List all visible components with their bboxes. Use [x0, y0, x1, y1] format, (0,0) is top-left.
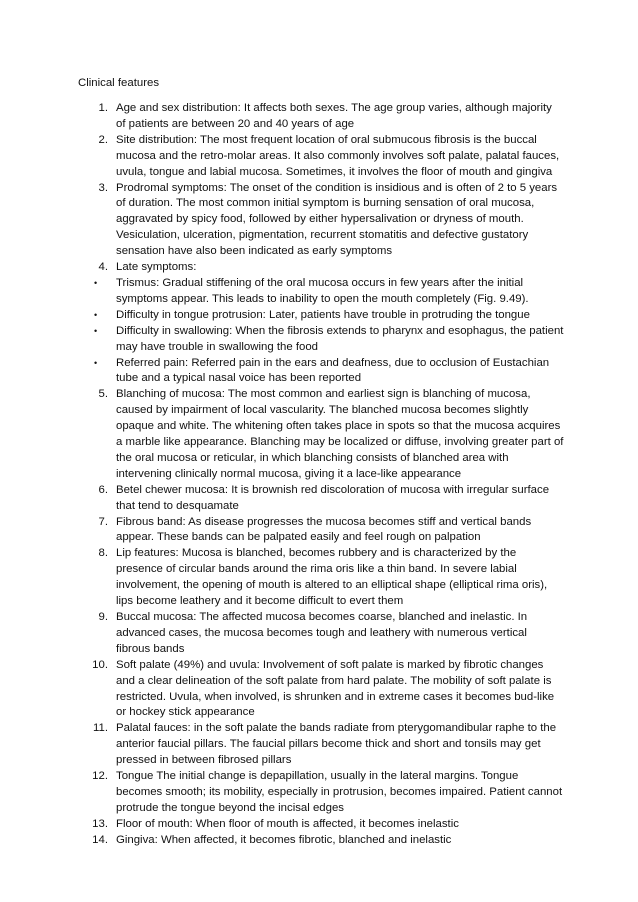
- list-item: [0, 658, 638, 722]
- list-marker: 7.: [98, 515, 108, 528]
- list-marker: 8.: [98, 547, 108, 560]
- bullet-marker: •: [94, 325, 98, 336]
- list-marker: 2.: [98, 133, 108, 146]
- list-item-text: Difficulty in swallowing: When the fibrosis extends to pharynx and esophagus, the patient may have trouble in swallowing the food: [116, 324, 564, 353]
- bullet-item: [0, 324, 638, 356]
- bullet-item: [0, 356, 638, 388]
- list-item-text: Trismus: Gradual stiffening of the oral mucosa occurs in few years after the initial symptoms appear. This leads to inability to open the mouth completely (Fig. 9.49).: [116, 276, 529, 305]
- list-marker: 4.: [98, 261, 108, 274]
- list-item: [0, 260, 638, 276]
- list-item-text: Floor of mouth: When floor of mouth is affected, it becomes inelastic: [116, 817, 459, 830]
- list-marker: 13.: [92, 817, 108, 830]
- list-item: [0, 721, 638, 769]
- list-item-text: Tongue The initial change is depapillation, usually in the lateral margins. Tongue becomes smooth; its mobility, especially in protrusion, becomes impaired. Patient cannot protrude the tongue beyond the incisal edges: [116, 770, 563, 814]
- list-item-text: Difficulty in tongue protrusion: Later, patients have trouble in protruding the tongue: [116, 308, 530, 321]
- list-item-text: Betel chewer mucosa: It is brownish red discoloration of mucosa with irregular surface that tend to desquamate: [116, 483, 550, 512]
- list-item: [0, 483, 638, 515]
- list-marker: 5.: [98, 388, 108, 401]
- list-item-text: Referred pain: Referred pain in the ears and deafness, due to occlusion of Eustachian tube and a typical nasal voice has been reported: [116, 356, 550, 385]
- list-marker: 6.: [98, 483, 108, 496]
- list-marker: 3.: [98, 181, 108, 194]
- list-item-text: Buccal mucosa: The affected mucosa becomes coarse, blanched and inelastic. In advanced cases, the mucosa becomes tough and leathery with numerous vertical fibrous bands: [116, 611, 528, 655]
- list-marker: 14.: [92, 833, 108, 846]
- list-item: [0, 387, 638, 482]
- list-item-text: Palatal fauces: in the soft palate the bands radiate from pterygomandibular raphe to the anterior faucial pillars. The faucial pillars become thick and short and tonsils may get pressed in between fibrosed pillars: [116, 722, 557, 767]
- list-marker: 9.: [98, 611, 108, 623]
- list-item-text: Prodromal symptoms: The onset of the condition is insidious and is often of 2 to 5 years of duration. The most common initial symptom is burning sensation of oral mucosa, aggravated by spicy food, followed by either hypersalivation or dryness of mouth. Vesiculation, ulceration, pigmentation, recurrent stomatitis and defective gustatory sensation have also been indicated as early symptoms: [116, 181, 558, 258]
- list-marker: 12.: [92, 770, 108, 783]
- bullet-marker: •: [94, 277, 98, 288]
- list-item-text: Age and sex distribution: It affects both sexes. The age group varies, although majority of patients are between 20 and 40 years of age: [116, 102, 552, 130]
- list-item-text: Late symptoms:: [116, 261, 197, 274]
- bullet-item: [0, 308, 638, 324]
- list-marker: 11.: [93, 722, 108, 735]
- list-item-text: Gingiva: When affected, it becomes fibrotic, blanched and inelastic: [116, 833, 452, 846]
- list-item-text: Blanching of mucosa: The most common and earliest sign is blanching of mucosa, caused by impairment of local vascularity. The blanched mucosa becomes slightly opaque and white. The whitening often takes place in spots so that the mucosa acquires a marble like appearance. Blanching may be localized or diffuse, involving greater part of the oral mucosa or reticular, in which blanching consists of blanched area with intervening clinically normal mucosa, giving it a lace-like appearance: [116, 388, 564, 480]
- bullet-marker: •: [94, 309, 98, 320]
- list-marker: 10.: [92, 658, 108, 671]
- list-item: [0, 769, 638, 817]
- list-item: [0, 181, 638, 261]
- list-item: [0, 610, 638, 658]
- list-item: [0, 515, 638, 547]
- bullet-item: [0, 276, 638, 308]
- list-item: [0, 546, 638, 610]
- list-item: [0, 817, 638, 833]
- list-item: [0, 101, 638, 133]
- list-item-text: Fibrous band: As disease progresses the mucosa becomes stiff and vertical bands appear. These bands can be palpated easily and feel rough on palpation: [116, 515, 532, 544]
- list-item-text: Soft palate (49%) and uvula: Involvement of soft palate is marked by fibrotic changes and a clear delineation of the soft palate from hard palate. The mobility of soft palate is restricted. Uvula, when involved, is shrunken and in extreme cases it becomes bud-like or hockey stick appearance: [116, 658, 555, 719]
- list-item-text: Lip features: Mucosa is blanched, becomes rubbery and is characterized by the presence of circular bands around the rima oris like a thin band. In severe labial involvement, the opening of mouth is altered to an elliptical shape (elliptical rima oris), lips become leathery and it become difficult to evert them: [116, 547, 548, 608]
- list-item: [0, 133, 638, 181]
- bullet-marker: •: [94, 357, 98, 368]
- list-item-text: Site distribution: The most frequent location of oral submucous fibrosis is the buccal mucosa and the retro-molar areas. It also commonly involves soft palate, palatal fauces, uvula, tongue and labial mucosa. Sometimes, it involves the floor of mouth and gingiva: [116, 133, 560, 178]
- list-marker: 1.: [98, 102, 108, 114]
- section-heading: Clinical features: [78, 77, 160, 89]
- list-item: [0, 833, 638, 849]
- clinical-features-list: [0, 101, 638, 849]
